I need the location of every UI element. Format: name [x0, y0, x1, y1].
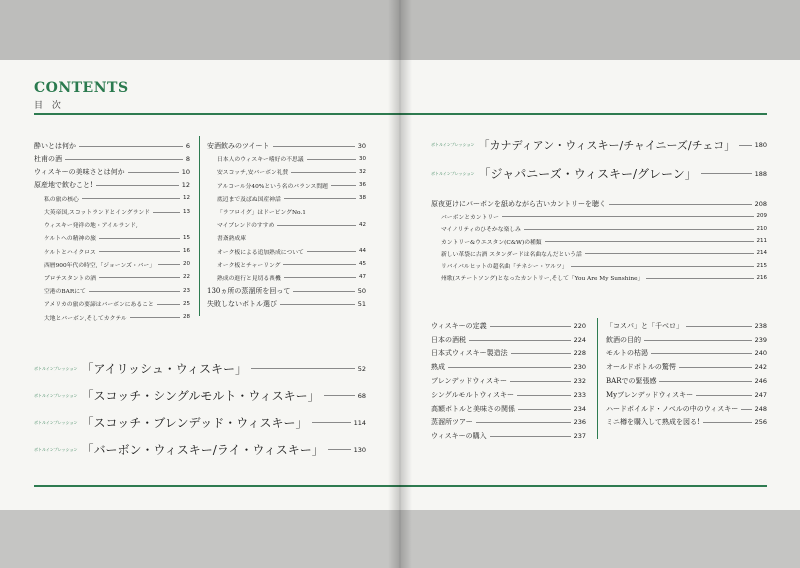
bottle-impression-entry[interactable] — [34, 360, 366, 377]
entry-title: ウィスキーの美味さとは何か — [34, 167, 125, 176]
page-number: 230 — [573, 363, 586, 372]
toc-entry[interactable] — [606, 388, 767, 402]
page-number: 30 — [359, 155, 366, 162]
page-number: 13 — [183, 208, 190, 215]
entry-title: ブレンデッドウィスキー — [431, 377, 507, 386]
toc-entry[interactable] — [431, 333, 586, 347]
leader-line — [741, 409, 751, 410]
toc-entry[interactable] — [207, 284, 366, 297]
leader-line — [284, 198, 356, 199]
leader-line — [89, 291, 180, 292]
page-number: 45 — [359, 261, 366, 268]
bottle-impression-entry[interactable] — [34, 414, 366, 431]
column-divider — [597, 318, 598, 439]
toc-subentry[interactable] — [207, 165, 366, 178]
entry-title: 原夜更けにバーボンを舐めながら古いカントリーを聴く — [431, 200, 606, 209]
page-number: 210 — [756, 225, 767, 232]
toc-entry[interactable] — [431, 374, 586, 388]
entry-title: 「コスパ」と「千ベロ」 — [606, 321, 683, 330]
toc-entry[interactable] — [34, 139, 190, 152]
toc-entry[interactable] — [606, 416, 767, 430]
entry-title: アルコール分40%という名のバランス問題 — [217, 183, 328, 190]
page-number: 22 — [183, 274, 190, 281]
leader-line — [701, 173, 752, 174]
entry-title: マイノリティのひそかな楽しみ — [441, 227, 521, 234]
entry-title: 安スコッチ,安バーボン礼賛 — [217, 170, 289, 177]
toc-subentry[interactable] — [34, 218, 190, 231]
page-number: 220 — [573, 321, 586, 330]
toc-subentry[interactable] — [34, 245, 190, 258]
toc-entry[interactable] — [606, 374, 767, 388]
page-number: 256 — [754, 418, 767, 427]
toc-entry[interactable] — [431, 319, 586, 333]
toc-entry[interactable] — [606, 402, 767, 416]
bottle-impression-title: 「バーボン・ウィスキー/ライ・ウィスキー」 — [81, 443, 324, 457]
leader-line — [490, 436, 571, 437]
leader-line — [130, 317, 180, 318]
leader-line — [96, 185, 179, 186]
leader-line — [158, 264, 180, 265]
entry-title: 熟成の進行と見切る喪機 — [217, 275, 281, 282]
leader-line — [277, 225, 356, 226]
toc-subentry[interactable] — [207, 218, 366, 231]
leader-line — [545, 241, 754, 242]
bottle-impression-entry[interactable] — [431, 165, 767, 182]
page-number: 209 — [756, 213, 767, 220]
leader-line — [328, 449, 351, 450]
leader-line — [324, 395, 355, 396]
page-number: 12 — [183, 195, 190, 202]
bottle-impression-title: 「スコッチ・ブレンデッド・ウィスキー」 — [81, 416, 308, 430]
bottom-margin-band — [0, 510, 400, 568]
page-number: 47 — [359, 274, 366, 281]
toc-subentry[interactable] — [207, 179, 366, 192]
page-number: 28 — [183, 314, 190, 321]
bottle-impression-entry[interactable] — [431, 137, 767, 153]
entry-title: Myブレンデッドウィスキー — [606, 390, 694, 399]
toc-column-3 — [431, 319, 586, 443]
leader-line — [312, 422, 351, 423]
entry-title: ケルトとハイクロス — [44, 249, 96, 256]
page-number: 215 — [756, 262, 767, 269]
page-number: 208 — [754, 200, 767, 209]
leader-line — [696, 395, 751, 396]
entry-title: 熟成 — [431, 363, 445, 372]
bottle-impression-tag: ボトルインプレッション — [34, 365, 78, 371]
toc-subentry[interactable] — [207, 245, 366, 258]
toc-subentry[interactable] — [431, 247, 767, 259]
entry-title: リバイバルヒットの超名曲「テネシー・ワルツ」 — [441, 264, 568, 271]
toc-entry[interactable] — [431, 198, 767, 210]
toc-subentry[interactable] — [207, 231, 366, 244]
entry-title: 日本式ウィスキー製造法 — [431, 349, 508, 358]
top-margin-band — [0, 0, 400, 60]
bottle-impression-tag: ボトルインプレッション — [34, 419, 78, 425]
page-number: 68 — [357, 391, 366, 400]
entry-title: 書斎熟成庫 — [217, 236, 246, 243]
leader-line — [739, 145, 751, 146]
leader-line — [293, 291, 354, 292]
toc-entry[interactable] — [431, 416, 586, 430]
page-number: 42 — [359, 221, 366, 228]
leader-line — [331, 185, 356, 186]
leader-line — [469, 340, 571, 341]
toc-entry[interactable] — [606, 347, 767, 361]
toc-entry[interactable] — [606, 360, 767, 374]
entry-title: 底辺まで及ばぬ国産神話 — [217, 196, 281, 203]
page-number: 32 — [359, 168, 366, 175]
page-number: 51 — [357, 299, 366, 308]
leader-line — [518, 409, 571, 410]
entry-title: 日本の酒税 — [431, 335, 466, 344]
leader-line — [644, 340, 752, 341]
toc-subentry[interactable] — [34, 284, 190, 297]
toc-subentry[interactable] — [34, 192, 190, 205]
page-number: 12 — [181, 181, 190, 190]
top-margin-band — [400, 0, 800, 60]
toc-entry[interactable] — [34, 152, 190, 165]
page-number: 25 — [183, 300, 190, 307]
page-number: 228 — [573, 349, 586, 358]
toc-subentry[interactable] — [34, 297, 190, 310]
leader-line — [703, 422, 752, 423]
entry-title: 杜甫の酒 — [34, 154, 62, 163]
toc-subentry[interactable] — [34, 205, 190, 218]
toc-subentry[interactable] — [207, 271, 366, 284]
page-number: 15 — [183, 234, 190, 241]
toc-entry[interactable] — [606, 333, 767, 347]
header-rule — [34, 113, 400, 115]
toc-entry[interactable] — [207, 297, 366, 310]
right-page — [400, 0, 800, 568]
entry-title: 空港のBARにて — [44, 289, 86, 296]
leader-line — [679, 367, 752, 368]
entry-title: 大地とバーボン,そしてカクテル — [44, 315, 127, 322]
leader-line — [502, 216, 754, 217]
leader-line — [157, 304, 180, 305]
page-number: 23 — [183, 287, 190, 294]
toc-column-2 — [207, 139, 366, 310]
leader-line — [517, 395, 571, 396]
entry-title: 西暦900年代の時空,「ジョーンズ・バー」 — [44, 262, 156, 269]
page-number: 236 — [573, 418, 586, 427]
page-number: 44 — [359, 248, 366, 255]
toc-entry[interactable] — [431, 360, 586, 374]
entry-title: 蒸溜所ツアー — [431, 418, 473, 427]
leader-line — [251, 368, 355, 369]
toc-column-1 — [34, 139, 190, 324]
page-number: 224 — [573, 335, 586, 344]
page-number: 6 — [185, 141, 190, 150]
leader-line — [686, 326, 752, 327]
bottle-impression-entry[interactable] — [34, 441, 366, 458]
entry-title: 130ヵ所の蒸溜所を回って — [207, 286, 291, 295]
footer-rule — [34, 485, 400, 487]
leader-line — [510, 381, 571, 382]
page-number: 239 — [754, 335, 767, 344]
leader-line — [476, 422, 571, 423]
leader-line — [646, 278, 753, 279]
entry-title: BARでの緊張感 — [606, 377, 657, 386]
leader-line — [128, 172, 179, 173]
contents-title: CONTENTS — [34, 80, 129, 96]
entry-title: 高額ボトルと美味さの関係 — [431, 404, 515, 413]
page-number: 50 — [357, 286, 366, 295]
toc-subentry[interactable] — [207, 205, 366, 218]
page-number: 247 — [754, 390, 767, 399]
leader-line — [307, 159, 356, 160]
leader-line — [307, 251, 356, 252]
toc-subentry[interactable] — [207, 192, 366, 205]
entry-title: マイブレンドのすすめ — [217, 223, 275, 230]
toc-subentry[interactable] — [34, 310, 190, 323]
bottom-margin-band — [400, 510, 800, 568]
bottle-impression-title: 「カナディアン・ウィスキー/チャイニーズ/チェコ」 — [478, 139, 736, 152]
leader-line — [659, 381, 751, 382]
entry-title: ハードボイルド・ノベルの中のウィスキー — [606, 404, 739, 413]
leader-line — [153, 212, 180, 213]
leader-line — [79, 146, 183, 147]
page-number: 10 — [181, 167, 190, 176]
entry-title: 新しい革袋に古酒 スタンダードは名曲なんだという話 — [441, 251, 582, 258]
page-number: 38 — [359, 195, 366, 202]
leader-line — [65, 159, 183, 160]
entry-title: 私の旅の核心 — [44, 196, 79, 203]
toc-subentry[interactable] — [207, 258, 366, 271]
bottle-impression-title: 「アイリッシュ・ウィスキー」 — [81, 362, 248, 376]
toc-subentry[interactable] — [34, 258, 190, 271]
bottle-impression-tag: ボトルインプレッション — [431, 142, 475, 147]
page-number: 130 — [353, 445, 366, 454]
bottle-impression-entry[interactable] — [34, 387, 366, 404]
entry-title: ミニ樽を購入して熟成を図る! — [606, 418, 700, 427]
page-number: 216 — [756, 274, 767, 281]
page-number: 20 — [183, 261, 190, 268]
toc-subentry[interactable] — [431, 235, 767, 247]
leader-line — [99, 277, 180, 278]
leader-line — [571, 266, 754, 267]
entry-title: ケルトへの精神の旅 — [44, 236, 96, 243]
page-number: 211 — [756, 238, 767, 245]
leader-line — [448, 367, 571, 368]
leader-line — [283, 264, 356, 265]
leader-line — [585, 253, 754, 254]
page-number: 114 — [353, 418, 366, 427]
bottle-impression-title: 「ジャパニーズ・ウィスキー/グレーン」 — [478, 167, 697, 181]
toc-entry[interactable] — [34, 165, 190, 178]
header-rule — [400, 113, 767, 115]
page-number: 232 — [573, 377, 586, 386]
leader-line — [82, 198, 180, 199]
page-number: 30 — [357, 141, 366, 150]
entry-title: オールドボトルの驚愕 — [606, 363, 676, 372]
page-number: 234 — [573, 404, 586, 413]
leader-line — [291, 172, 356, 173]
entry-title: 飲酒の目的 — [606, 335, 641, 344]
entry-title: 失敗しないボトル選び — [207, 299, 277, 308]
page-number: 233 — [573, 390, 586, 399]
bottle-impression-tag: ボトルインプレッション — [34, 446, 78, 452]
page-number: 238 — [754, 321, 767, 330]
leader-line — [651, 353, 752, 354]
toc-entry[interactable] — [207, 139, 366, 152]
page-number: 52 — [357, 364, 366, 373]
toc-section-country — [431, 198, 767, 284]
toc-subentry[interactable] — [431, 223, 767, 235]
leader-line — [99, 251, 180, 252]
entry-title: バーボンとカントリー — [441, 214, 499, 221]
entry-title: 安酒飲みのツイート — [207, 141, 270, 150]
contents-subtitle: 目 次 — [34, 101, 64, 111]
toc-entry[interactable] — [606, 319, 767, 333]
toc-subentry[interactable] — [431, 272, 767, 284]
entry-title: オーク板とチャーリング — [217, 262, 281, 269]
page-number: 8 — [185, 154, 190, 163]
entry-title: 日本人のウィスキー嗜好の不思議 — [217, 157, 304, 164]
toc-entry[interactable] — [431, 402, 586, 416]
page-number: 16 — [183, 248, 190, 255]
toc-subentry[interactable] — [34, 271, 190, 284]
page-number: 180 — [754, 141, 767, 149]
entry-title: 酔いとは何か — [34, 141, 76, 150]
bottle-impression-title: 「スコッチ・シングルモルト・ウィスキー」 — [81, 389, 320, 403]
entry-title: オーク板による追加熟成について — [217, 249, 304, 256]
book-gutter — [388, 0, 412, 568]
page-number: 188 — [754, 169, 767, 178]
leader-line — [284, 277, 356, 278]
entry-title: 「ラフロイグ」はドーピングNo.1 — [217, 210, 306, 217]
leader-line — [99, 238, 180, 239]
entry-title: ウィスキー発祥の地・アイルランド, — [44, 223, 138, 230]
toc-entry[interactable] — [34, 179, 190, 192]
entry-title: 大英帝国,スコットランドとイングランド — [44, 210, 150, 217]
page-number: 237 — [573, 432, 586, 441]
entry-title: プロテスタントの酒 — [44, 275, 96, 282]
entry-title: シングルモルトウィスキー — [431, 390, 515, 399]
leader-line — [490, 326, 571, 327]
page-number: 246 — [754, 377, 767, 386]
page-number: 248 — [754, 404, 767, 413]
leader-line — [273, 146, 355, 147]
toc-subentry[interactable] — [431, 210, 767, 222]
column-divider — [199, 136, 200, 316]
entry-title: モルトの枯渇 — [606, 349, 648, 358]
page-number: 242 — [754, 363, 767, 372]
entry-title: ウィスキーの定義 — [431, 321, 487, 330]
entry-title: ウィスキーの購入 — [431, 432, 487, 441]
page-number: 214 — [756, 250, 767, 257]
toc-subentry[interactable] — [207, 152, 366, 165]
toc-column-4 — [606, 319, 767, 429]
page-number: 240 — [754, 349, 767, 358]
bottle-impression-tag: ボトルインプレッション — [431, 170, 475, 176]
entry-title: カントリー&ウエスタン(C&W)の種類 — [441, 239, 542, 246]
toc-entry[interactable] — [431, 388, 586, 402]
leader-line — [280, 304, 355, 305]
leader-line — [524, 229, 754, 230]
toc-subentry[interactable] — [431, 259, 767, 271]
entry-title: 原産地で飲むこと! — [34, 181, 93, 190]
toc-entry[interactable] — [431, 347, 586, 361]
toc-entry[interactable] — [431, 429, 586, 443]
toc-subentry[interactable] — [34, 231, 190, 244]
footer-rule — [400, 485, 767, 487]
leader-line — [609, 204, 752, 205]
page-number: 36 — [359, 182, 366, 189]
bottle-impression-tag: ボトルインプレッション — [34, 392, 78, 398]
entry-title: 州歌(ステートソング)となったカントリー,そして「You Are My Sunshine」 — [441, 276, 644, 283]
entry-title: アメリカの旅の要諦はバーボンにあること — [44, 302, 154, 309]
leader-line — [511, 353, 571, 354]
